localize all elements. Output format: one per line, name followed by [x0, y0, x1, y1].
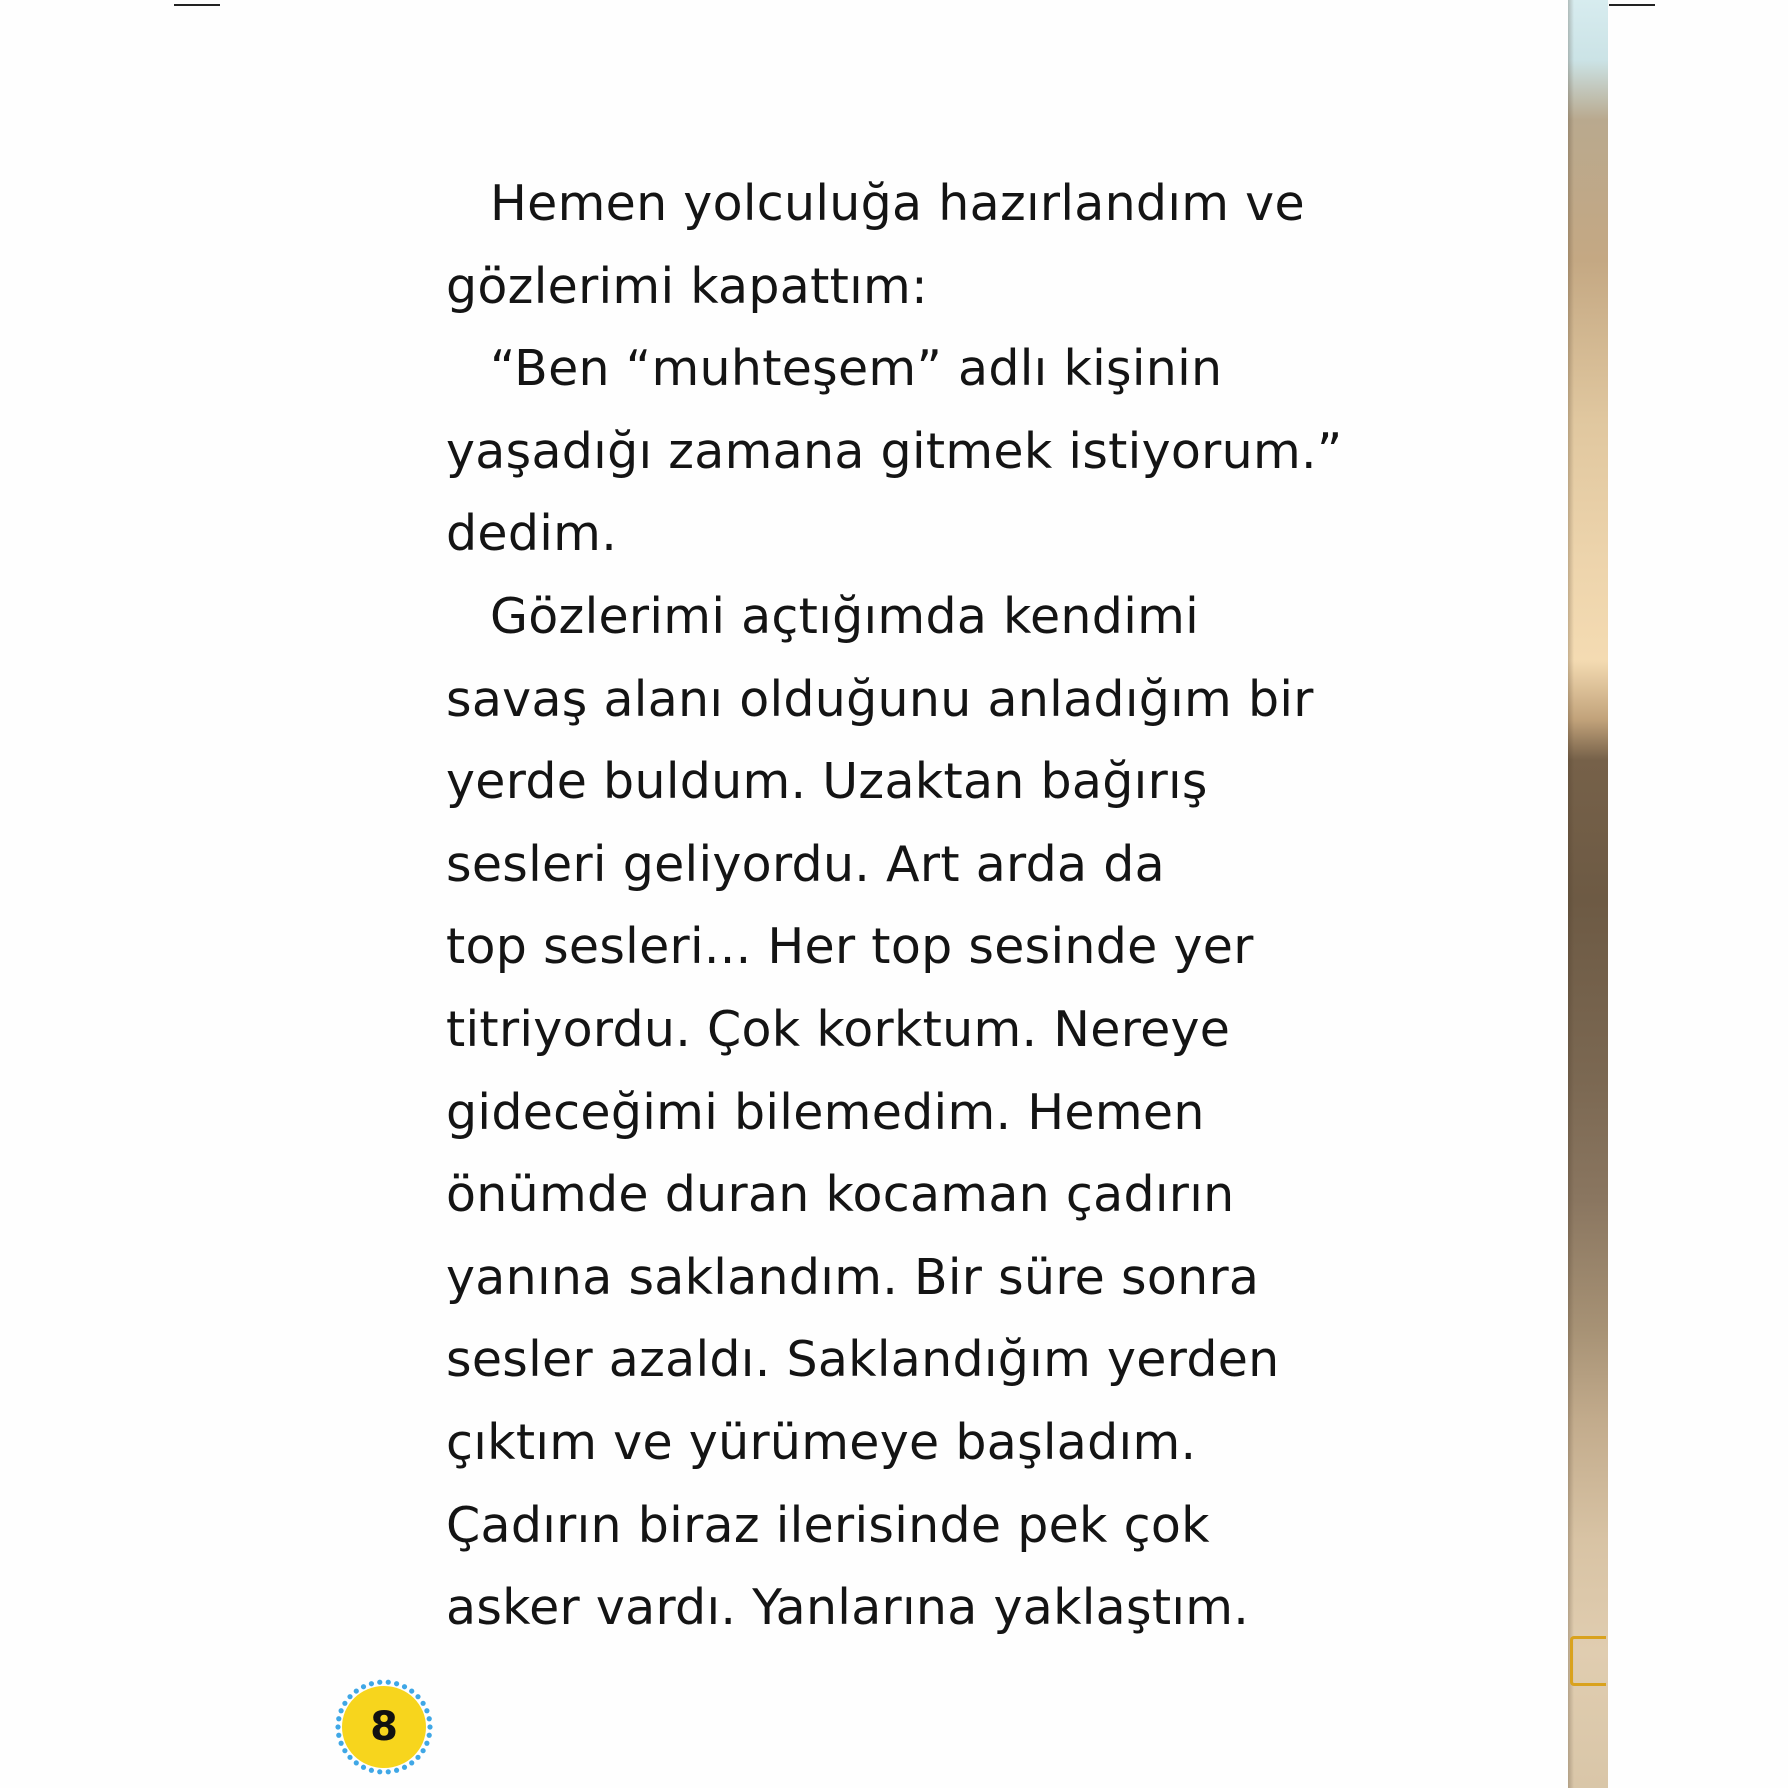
story-line: savaş alanı olduğunu anladığım bir: [446, 670, 1314, 728]
page-number-badge: [334, 1679, 434, 1775]
story-line: Hemen yolculuğa hazırlandım ve: [490, 175, 1305, 232]
story-line: önümde duran kocaman çadırın: [446, 1166, 1235, 1224]
story-line: “Ben “muhteşem” adlı kişinin: [490, 340, 1223, 398]
crop-mark-left: [174, 4, 220, 6]
crop-mark-right: [1609, 4, 1655, 6]
story-line: yanına saklandım. Bir süre sonra: [446, 1248, 1260, 1306]
sign-fragment: [1570, 1636, 1606, 1686]
adjacent-page-photo-strip: [1568, 0, 1608, 1788]
story-text: [446, 163, 1346, 1650]
story-line: yerde buldum. Uzaktan bağırış: [446, 753, 1208, 811]
story-line: sesler azaldı. Saklandığım yerden: [446, 1331, 1280, 1389]
page-number: 8: [370, 1704, 398, 1750]
story-line: dedim.: [446, 505, 618, 563]
story-line: gözlerimi kapattım:: [446, 257, 928, 315]
story-line: çıktım ve yürümeye başladım.: [446, 1413, 1197, 1471]
story-line: sesleri geliyordu. Art arda da: [446, 835, 1165, 893]
page-gutter-shadow: [1568, 0, 1574, 1788]
story-line: Gözlerimi açtığımda kendimi: [490, 587, 1200, 645]
story-line: Çadırın biraz ilerisinde pek çok: [446, 1496, 1210, 1554]
story-line: top sesleri... Her top sesinde yer: [446, 918, 1254, 976]
story-line: gideceğimi bilemedim. Hemen: [446, 1083, 1205, 1141]
story-line: asker vardı. Yanlarına yaklaştım.: [446, 1579, 1250, 1637]
story-line: yaşadığı zamana gitmek istiyorum.”: [446, 422, 1343, 480]
story-line: titriyordu. Çok korktum. Nereye: [446, 1000, 1231, 1058]
